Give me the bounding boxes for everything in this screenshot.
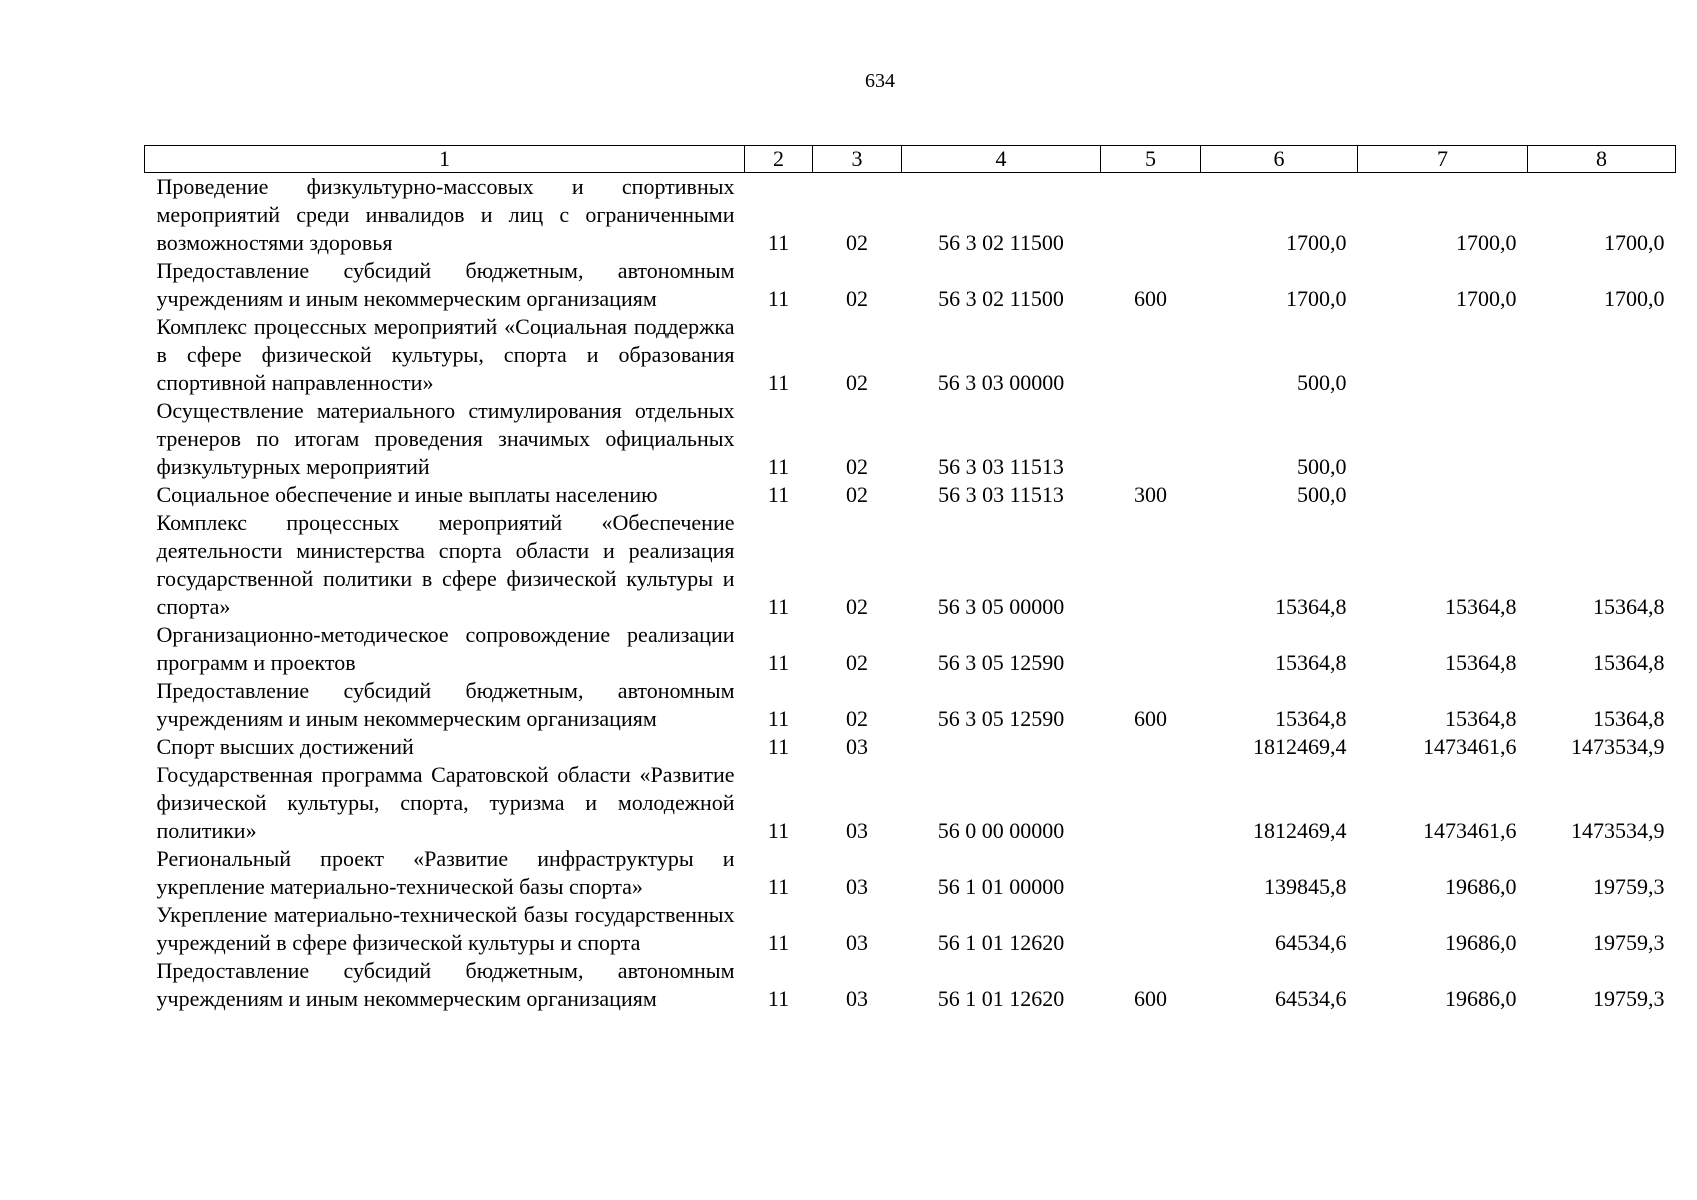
table-row	[145, 509, 1676, 621]
table-body	[145, 173, 1676, 1014]
row-value-1: 15364,8	[1275, 650, 1347, 675]
row-name: Комплекс процессных мероприятий «Обеспечение деятельности министерства спорта области и реализация государственной политики в сфере физической культуры и спорта»	[156, 510, 735, 619]
page-number: 634	[865, 70, 895, 92]
row-target-code: 56 1 01 12620	[937, 930, 1065, 955]
row-subsection: 03	[846, 986, 868, 1011]
row-value-1: 1812469,4	[1253, 818, 1347, 843]
row-target-code: 56 3 03 11513	[938, 454, 1064, 479]
header-col-1: 1	[145, 146, 745, 173]
row-expense-type	[1101, 845, 1201, 901]
row-value-3: 1473534,9	[1571, 818, 1665, 843]
row-target-code	[902, 733, 1101, 761]
row-target-code: 56 3 02 11500	[938, 230, 1064, 255]
row-value-3	[1528, 397, 1676, 481]
table-row	[145, 957, 1676, 1013]
row-expense-type	[1101, 313, 1201, 397]
row-section: 11	[767, 930, 790, 955]
row-expense-type: 300	[1134, 482, 1167, 507]
row-subsection: 02	[846, 650, 868, 675]
row-subsection: 02	[846, 230, 868, 255]
row-expense-type	[1101, 173, 1201, 258]
header-col-4: 4	[902, 146, 1101, 173]
row-target-code: 56 3 05 12590	[937, 706, 1065, 731]
row-section: 11	[767, 986, 790, 1011]
row-value-1: 64534,6	[1275, 930, 1347, 955]
row-value-2: 1700,0	[1456, 286, 1517, 311]
row-value-3: 19759,3	[1593, 930, 1665, 955]
row-value-1: 1700,0	[1286, 230, 1347, 255]
header-col-6: 6	[1201, 146, 1358, 173]
row-value-1: 500,0	[1297, 370, 1347, 395]
row-section: 11	[767, 454, 790, 479]
row-value-2: 19686,0	[1445, 874, 1517, 899]
row-name: Предоставление субсидий бюджетным, автономным учреждениям и иным некоммерческим организациям	[156, 678, 735, 731]
row-value-2: 1700,0	[1456, 230, 1517, 255]
row-value-2	[1358, 397, 1528, 481]
row-value-3: 15364,8	[1593, 594, 1665, 619]
row-section: 11	[767, 482, 790, 507]
row-value-3	[1528, 313, 1676, 397]
table-row	[145, 313, 1676, 397]
row-value-3: 1700,0	[1604, 230, 1665, 255]
row-name: Осуществление материального стимулирования отдельных тренеров по итогам проведения значимых официальных физкультурных мероприятий	[156, 398, 735, 479]
row-value-2: 1473461,6	[1423, 734, 1517, 759]
row-subsection: 02	[846, 286, 868, 311]
row-subsection: 02	[846, 482, 868, 507]
row-expense-type	[1101, 397, 1201, 481]
row-value-1: 1812469,4	[1253, 734, 1347, 759]
row-expense-type: 600	[1134, 286, 1167, 311]
row-name: Комплекс процессных мероприятий «Социальная поддержка в сфере физической культуры, спорта и образования спортивной направленности»	[156, 314, 735, 395]
row-target-code: 56 0 00 00000	[937, 818, 1065, 843]
row-name: Предоставление субсидий бюджетным, автономным учреждениям и иным некоммерческим организациям	[156, 958, 735, 1011]
header-col-2: 2	[745, 146, 813, 173]
row-expense-type: 600	[1134, 706, 1167, 731]
row-value-3: 19759,3	[1593, 986, 1665, 1011]
row-value-2: 15364,8	[1445, 706, 1517, 731]
table-row	[145, 901, 1676, 957]
row-target-code: 56 1 01 00000	[937, 874, 1065, 899]
row-value-2: 19686,0	[1445, 986, 1517, 1011]
row-expense-type	[1101, 761, 1201, 845]
row-name: Региональный проект «Развитие инфраструктуры и укрепление материально-технической базы спорта»	[156, 846, 735, 899]
row-expense-type	[1101, 621, 1201, 677]
row-value-2: 1473461,6	[1423, 818, 1517, 843]
header-col-5: 5	[1101, 146, 1201, 173]
table-row	[145, 173, 1676, 258]
row-expense-type	[1101, 733, 1201, 761]
row-value-2	[1358, 313, 1528, 397]
row-expense-type	[1101, 901, 1201, 957]
table-row	[145, 397, 1676, 481]
row-name: Укрепление материально-технической базы государственных учреждений в сфере физической культуры и спорта	[156, 902, 735, 955]
row-value-1: 64534,6	[1275, 986, 1347, 1011]
row-value-2: 19686,0	[1445, 930, 1517, 955]
row-section: 11	[767, 818, 790, 843]
row-section: 11	[767, 734, 790, 759]
table-row	[145, 481, 1676, 509]
row-target-code: 56 3 02 11500	[938, 286, 1064, 311]
row-value-1: 139845,8	[1264, 874, 1347, 899]
row-subsection: 03	[846, 818, 868, 843]
row-subsection: 03	[846, 930, 868, 955]
row-expense-type	[1101, 509, 1201, 621]
row-section: 11	[767, 370, 790, 395]
table-row	[145, 257, 1676, 313]
table-row	[145, 761, 1676, 845]
row-value-1: 1700,0	[1286, 286, 1347, 311]
table-row	[145, 677, 1676, 733]
row-target-code: 56 3 03 11513	[938, 482, 1064, 507]
row-section: 11	[767, 650, 790, 675]
row-section: 11	[767, 706, 790, 731]
row-name: Предоставление субсидий бюджетным, автономным учреждениям и иным некоммерческим организациям	[156, 258, 735, 311]
header-col-3: 3	[813, 146, 902, 173]
row-section: 11	[767, 286, 790, 311]
row-value-3: 1700,0	[1604, 286, 1665, 311]
row-value-1: 500,0	[1297, 454, 1347, 479]
row-value-2: 15364,8	[1445, 650, 1517, 675]
header-col-7: 7	[1358, 146, 1528, 173]
row-value-2: 15364,8	[1445, 594, 1517, 619]
row-value-1: 500,0	[1297, 482, 1347, 507]
row-name: Проведение физкультурно-массовых и спортивных мероприятий среди инвалидов и лиц с ограниченными возможностями здоровья	[156, 174, 735, 255]
table-row	[145, 621, 1676, 677]
row-name: Спорт высших достижений	[156, 734, 414, 759]
header-row	[145, 146, 1676, 173]
row-section: 11	[767, 230, 790, 255]
row-target-code: 56 1 01 12620	[937, 986, 1065, 1011]
table-row	[145, 845, 1676, 901]
row-value-3: 1473534,9	[1571, 734, 1665, 759]
row-name: Государственная программа Саратовской области «Развитие физической культуры, спорта, туризма и молодежной политики»	[156, 762, 735, 843]
row-subsection: 02	[846, 706, 868, 731]
table-row	[145, 733, 1676, 761]
row-subsection: 03	[846, 874, 868, 899]
row-section: 11	[767, 874, 790, 899]
row-target-code: 56 3 03 00000	[937, 370, 1065, 395]
row-value-3: 15364,8	[1593, 706, 1665, 731]
budget-table	[144, 145, 1676, 1013]
row-value-3	[1528, 481, 1676, 509]
row-section: 11	[767, 594, 790, 619]
row-subsection: 02	[846, 594, 868, 619]
row-value-3: 15364,8	[1593, 650, 1665, 675]
row-name: Социальное обеспечение и иные выплаты населению	[156, 482, 658, 507]
row-target-code: 56 3 05 12590	[937, 650, 1065, 675]
table-header	[145, 146, 1676, 173]
row-value-2	[1358, 481, 1528, 509]
row-name: Организационно-методическое сопровождение реализации программ и проектов	[156, 622, 735, 675]
row-subsection: 03	[846, 734, 868, 759]
row-expense-type: 600	[1134, 986, 1167, 1011]
row-target-code: 56 3 05 00000	[937, 594, 1065, 619]
row-value-1: 15364,8	[1275, 594, 1347, 619]
row-subsection: 02	[846, 454, 868, 479]
row-value-1: 15364,8	[1275, 706, 1347, 731]
row-value-3: 19759,3	[1593, 874, 1665, 899]
header-col-8: 8	[1528, 146, 1676, 173]
row-subsection: 02	[846, 370, 868, 395]
